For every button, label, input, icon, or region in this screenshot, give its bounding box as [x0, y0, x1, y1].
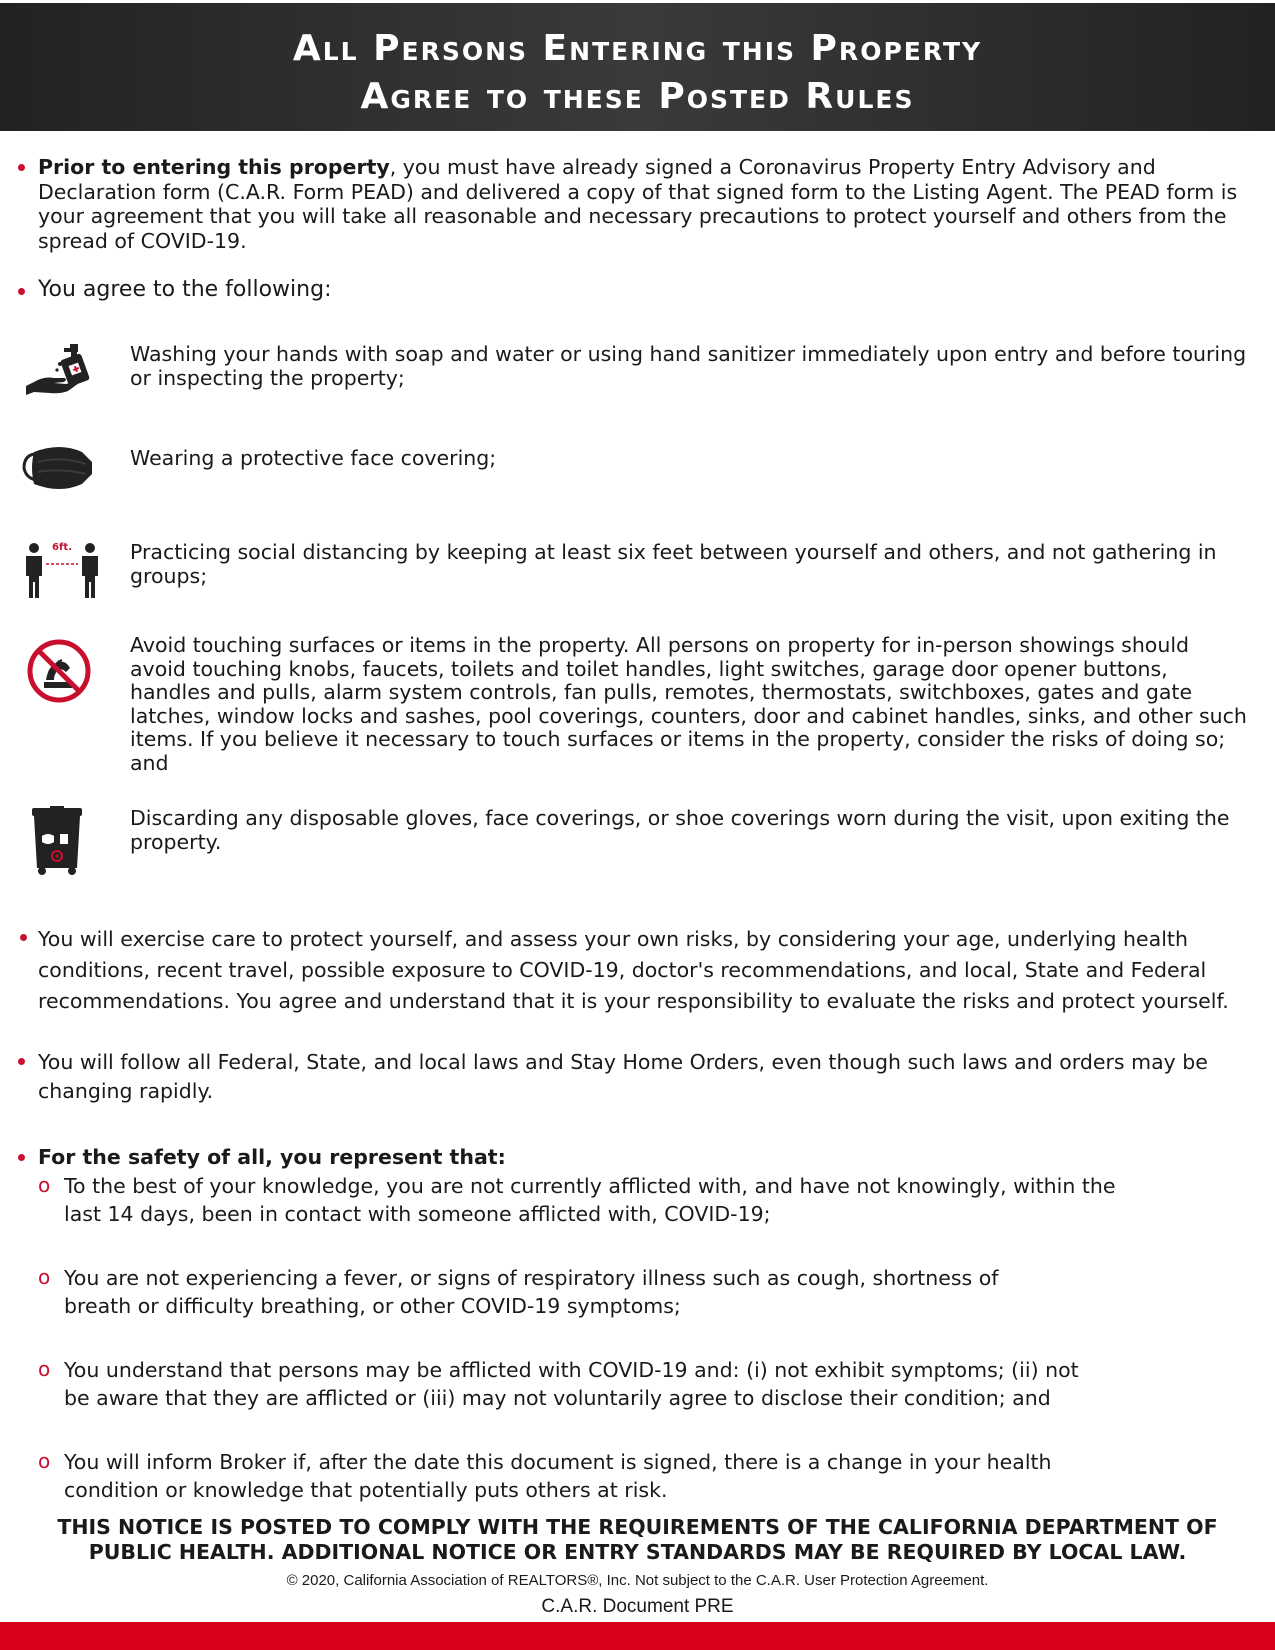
bullet-dot: [18, 164, 25, 171]
bullet-dot: [18, 1058, 25, 1065]
follow-laws-paragraph: You will follow all Federal, State, and local laws and Stay Home Orders, even though such laws and orders may be changing rapidly.: [38, 1050, 1208, 1103]
rule-wash-hands: Washing your hands with soap and water or using hand sanitizer immediately upon entry and before touring or inspecting the property;: [130, 342, 1247, 390]
bullet-dot: [20, 934, 27, 941]
rule-avoid-touching: Avoid touching surfaces or items in the property. All persons on property for in-person showings should avoid touching knobs, faucets, toilets and toilet handles, light switches, garage door opener buttons, handles and pulls, alarm system controls, fan pulls, remotes, thermostats, switchboxes, gates and gate latches, window locks and sashes, pool coverings, counters, door and cabinet handles, sinks, and other such items. If you believe it necessary to touch surfaces or items in the property, consider the risks of doing so; and: [130, 633, 1247, 775]
biohazard-bin-icon: [30, 806, 84, 876]
distance-label: 6ft.: [52, 542, 72, 553]
rule-discard: Discarding any disposable gloves, face coverings, or shoe coverings worn during the visit, upon exiting the property.: [130, 806, 1230, 854]
copyright-notice: © 2020, California Association of REALTORS®, Inc. Not subject to the C.A.R. User Protection Agreement.: [286, 1572, 989, 1589]
notice-line-1: THIS NOTICE IS POSTED TO COMPLY WITH THE REQUIREMENTS OF THE CALIFORNIA DEPARTMENT OF: [57, 1515, 1218, 1539]
safety-heading: For the safety of all, you represent that:: [38, 1145, 506, 1169]
bullet-dot: [18, 288, 25, 295]
bullet-dot: [18, 1154, 25, 1161]
document-id: C.A.R. Document PRE: [541, 1596, 734, 1617]
no-touch-icon: [26, 638, 92, 704]
face-mask-icon: [20, 442, 96, 494]
social-distance-icon: [20, 540, 104, 602]
rule-face-covering: Wearing a protective face covering;: [130, 446, 497, 470]
header-line-2: Agree to these Posted Rules: [360, 76, 915, 117]
notice-line-2: PUBLIC HEALTH. ADDITIONAL NOTICE OR ENTRY STANDARDS MAY BE REQUIRED BY LOCAL LAW.: [88, 1540, 1187, 1564]
prior-entry-bold: Prior to entering this property: [38, 155, 390, 179]
exercise-care-paragraph: You will exercise care to protect yourself, and assess your own risks, by considering your age, underlying health conditions, recent travel, possible exposure to COVID-19, doctor's recommendations, and local, State and Federal recommendations. You agree and understand that it is your responsibility to evaluate the risks and protect yourself.: [38, 927, 1229, 1013]
rule-social-distancing: Practicing social distancing by keeping at least six feet between yourself and others, and not gathering in groups;: [130, 540, 1217, 588]
page-header: [0, 3, 1275, 131]
prior-entry-text: , you must have already signed a Coronavirus Property Entry Advisory and Declaration form (C.A.R. Form PEAD) and delivered a copy of that signed form to the Listing Agent. The PEAD form is your agreement that you will take all reasonable and necessary precautions to protect yourself and others from the spread of COVID-19.: [38, 155, 1238, 253]
footer-bar: [0, 1622, 1275, 1650]
header-line-1: All Persons Entering this Property: [292, 28, 983, 69]
hand-sanitizer-icon: [24, 342, 96, 396]
representation-item: To the best of your knowledge, you are not currently afflicted with, and have not knowingly, within the last 14 days, been in contact with someone afflicted with, COVID-19;: [64, 1174, 1116, 1226]
sub-marker: o: [38, 1449, 51, 1473]
agree-heading: You agree to the following:: [38, 277, 332, 302]
sub-marker: o: [38, 1265, 51, 1289]
representation-item: You will inform Broker if, after the date this document is signed, there is a change in your health condition or knowledge that potentially puts others at risk.: [64, 1450, 1052, 1502]
sub-marker: o: [38, 1357, 51, 1381]
sub-marker: o: [38, 1173, 51, 1197]
representation-item: You understand that persons may be afflicted with COVID-19 and: (i) not exhibit symptoms; (ii) not be aware that they are afflicted or (iii) may not voluntarily agree to disclose their condition; and: [64, 1358, 1079, 1410]
representation-item: You are not experiencing a fever, or signs of respiratory illness such as cough, shortness of breath or difficulty breathing, or other COVID-19 symptoms;: [64, 1266, 999, 1318]
prior-entry-paragraph: [38, 155, 1253, 253]
